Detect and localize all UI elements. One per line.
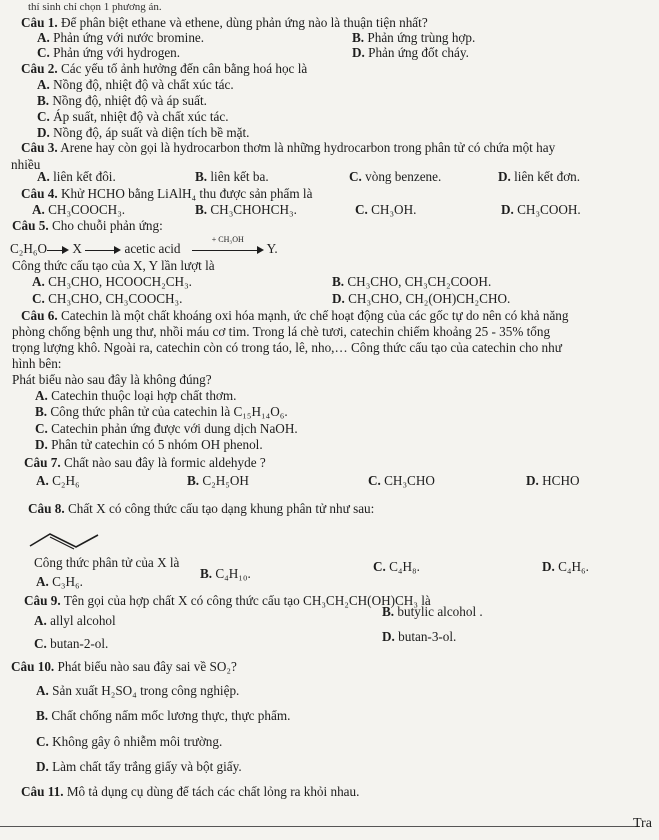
q8-option-d: D. C₄H₆. bbox=[542, 559, 589, 574]
q9-option-d: D. butan-3-ol. bbox=[382, 629, 457, 644]
q9-option-b: B. butylic alcohol . bbox=[382, 604, 483, 619]
header-cut-text: thí sinh chỉ chọn 1 phương án. bbox=[28, 1, 162, 13]
q8-option-a: A. C₃H₆. bbox=[36, 574, 83, 589]
q6-line4: hình bên: bbox=[12, 356, 62, 371]
q10-stem: Câu 10. Phát biểu nào sau đây sai về SO₂? bbox=[11, 659, 237, 674]
reaction-arrow-icon bbox=[192, 234, 264, 255]
q5-option-c: C. CH₃CHO, CH₃COOCH₃. bbox=[32, 291, 183, 306]
q5-reagent-label: + CH₃OH bbox=[211, 234, 244, 244]
q1-stem: Câu 1. Để phân biệt ethane và ethene, dùng phản ứng nào là thuận tiện nhất? bbox=[21, 15, 428, 30]
q4-option-d: D. CH₃COOH. bbox=[501, 202, 581, 217]
q3-option-b: B. liên kết ba. bbox=[195, 169, 269, 184]
reaction-arrow-icon bbox=[47, 245, 69, 255]
q5-option-b: B. CH₃CHO, CH₃CH₂COOH. bbox=[332, 274, 492, 289]
q2-option-d: D. Nồng độ, áp suất và diện tích bề mặt. bbox=[37, 125, 250, 140]
q6-line1: Câu 6. Catechin là một chất khoáng oxi hóa mạnh, ức chế hoạt động của các gốc tự do nên có khả năng bbox=[21, 308, 569, 323]
q3-option-a: A. liên kết đôi. bbox=[37, 169, 116, 184]
q5-compound-y: Y. bbox=[266, 241, 278, 256]
q7-option-d: D. HCHO bbox=[526, 473, 580, 488]
q5-stem: Câu 5. Cho chuỗi phản ứng: bbox=[12, 218, 163, 233]
q1-option-a: A. Phản ứng với nước bromine. bbox=[37, 30, 205, 45]
q5-reaction-chain bbox=[10, 234, 278, 256]
q9-option-c: C. butan-2-ol. bbox=[34, 636, 109, 651]
q5-acetic-acid: acetic acid bbox=[124, 241, 181, 256]
q10-option-d: D. Làm chất tẩy trắng giấy và bột giấy. bbox=[36, 759, 242, 774]
q7-stem: Câu 7. Chất nào sau đây là formic aldehyde ? bbox=[24, 455, 266, 470]
q9-option-a: A. allyl alcohol bbox=[34, 613, 116, 628]
q9-stem: Câu 9. Tên gọi của hợp chất X có công thức cấu tạo CH₃CH₂CH(OH)CH₃ là bbox=[24, 593, 431, 608]
page-divider bbox=[0, 826, 640, 827]
q1-option-b: B. Phản ứng trùng hợp. bbox=[352, 30, 476, 45]
q3-option-c: C. vòng benzene. bbox=[349, 169, 442, 184]
q2-stem: Câu 2. Các yếu tố ảnh hưởng đến cân bằng hoá học là bbox=[21, 61, 308, 76]
q5-start-compound: C₂H₆O bbox=[10, 241, 48, 256]
q2-option-c: C. Áp suất, nhiệt độ và chất xúc tác. bbox=[37, 109, 229, 124]
q1-option-d: D. Phản ứng đốt cháy. bbox=[352, 45, 469, 60]
q2-option-a: A. Nồng độ, nhiệt độ và chất xúc tác. bbox=[37, 77, 234, 92]
q2-option-b: B. Nồng độ, nhiệt độ và áp suất. bbox=[37, 93, 207, 108]
q6-option-a: A. Catechin thuộc loại hợp chất thơm. bbox=[35, 388, 237, 403]
reaction-arrow-icon bbox=[85, 245, 121, 255]
q4-option-b: B. CH₃CHOHCH₃. bbox=[195, 202, 297, 217]
q6-line2: phòng chống bệnh ung thư, nhồi máu cơ tim. Trong lá chè tươi, catechin chiếm khoảng 25 - 35% tổng bbox=[12, 324, 551, 339]
q4-stem: Câu 4. Khử HCHO bằng LiAlH₄ thu được sản phẩm là bbox=[21, 186, 313, 201]
q7-option-b: B. C₂H₅OH bbox=[187, 473, 249, 488]
q5-option-a: A. CH₃CHO, HCOOCH₂CH₃. bbox=[32, 274, 192, 289]
skeletal-formula-structure bbox=[28, 518, 108, 558]
q10-option-b: B. Chất chống nấm mốc lương thực, thực phẩm. bbox=[36, 708, 291, 723]
q5-compound-x: X bbox=[72, 241, 82, 256]
q8-stem: Câu 8. Chất X có công thức cấu tạo dạng khung phân tử như sau: bbox=[28, 501, 375, 516]
q6-option-c: C. Catechin phản ứng được với dung dịch NaOH. bbox=[35, 421, 298, 436]
q6-option-b: B. Công thức phân tử của catechin là C₁₅H₁₄O₆. bbox=[35, 404, 288, 419]
q3-stem-line2: nhiều bbox=[11, 157, 41, 172]
q1-option-c: C. Phản ứng với hydrogen. bbox=[37, 45, 181, 60]
q6-line5: Phát biểu nào sau đây là không đúng? bbox=[12, 372, 212, 387]
q6-option-d: D. Phân tử catechin có 5 nhóm OH phenol. bbox=[35, 437, 263, 452]
q4-option-c: C. CH₃OH. bbox=[355, 202, 417, 217]
q8-option-c: C. C₄H₈. bbox=[373, 559, 420, 574]
q8-option-b: B. C₄H₁₀. bbox=[200, 566, 251, 581]
q10-option-a: A. Sản xuất H₂SO₄ trong công nghiệp. bbox=[36, 683, 240, 698]
q4-option-a: A. CH₃COOCH₃. bbox=[32, 202, 126, 217]
q5-stem2: Công thức cấu tạo của X, Y lần lượt là bbox=[12, 258, 215, 273]
q3-stem-line1: Câu 3. Arene hay còn gọi là hydrocarbon thơm là những hydrocarbon trong phân tử có chứa một hay bbox=[21, 140, 556, 155]
q7-option-c: C. CH₃CHO bbox=[368, 473, 435, 488]
q11-stem: Câu 11. Mô tả dụng cụ dùng để tách các chất lỏng ra khỏi nhau. bbox=[21, 784, 360, 799]
q3-option-d: D. liên kết đơn. bbox=[498, 169, 581, 184]
q10-option-c: C. Không gây ô nhiễm môi trường. bbox=[36, 734, 223, 749]
q5-option-d: D. CH₃CHO, CH₂(OH)CH₂CHO. bbox=[332, 291, 511, 306]
q8-stem2: Công thức phân tử của X là bbox=[34, 555, 180, 570]
q7-option-a: A. C₂H₆ bbox=[36, 473, 80, 488]
page-footer-text: Tra bbox=[633, 816, 652, 831]
q6-line3: trọng lượng khô. Ngoài ra, catechin còn có trong táo, lê, nho,… Công thức cấu tạo của catechin cho như bbox=[12, 340, 562, 355]
